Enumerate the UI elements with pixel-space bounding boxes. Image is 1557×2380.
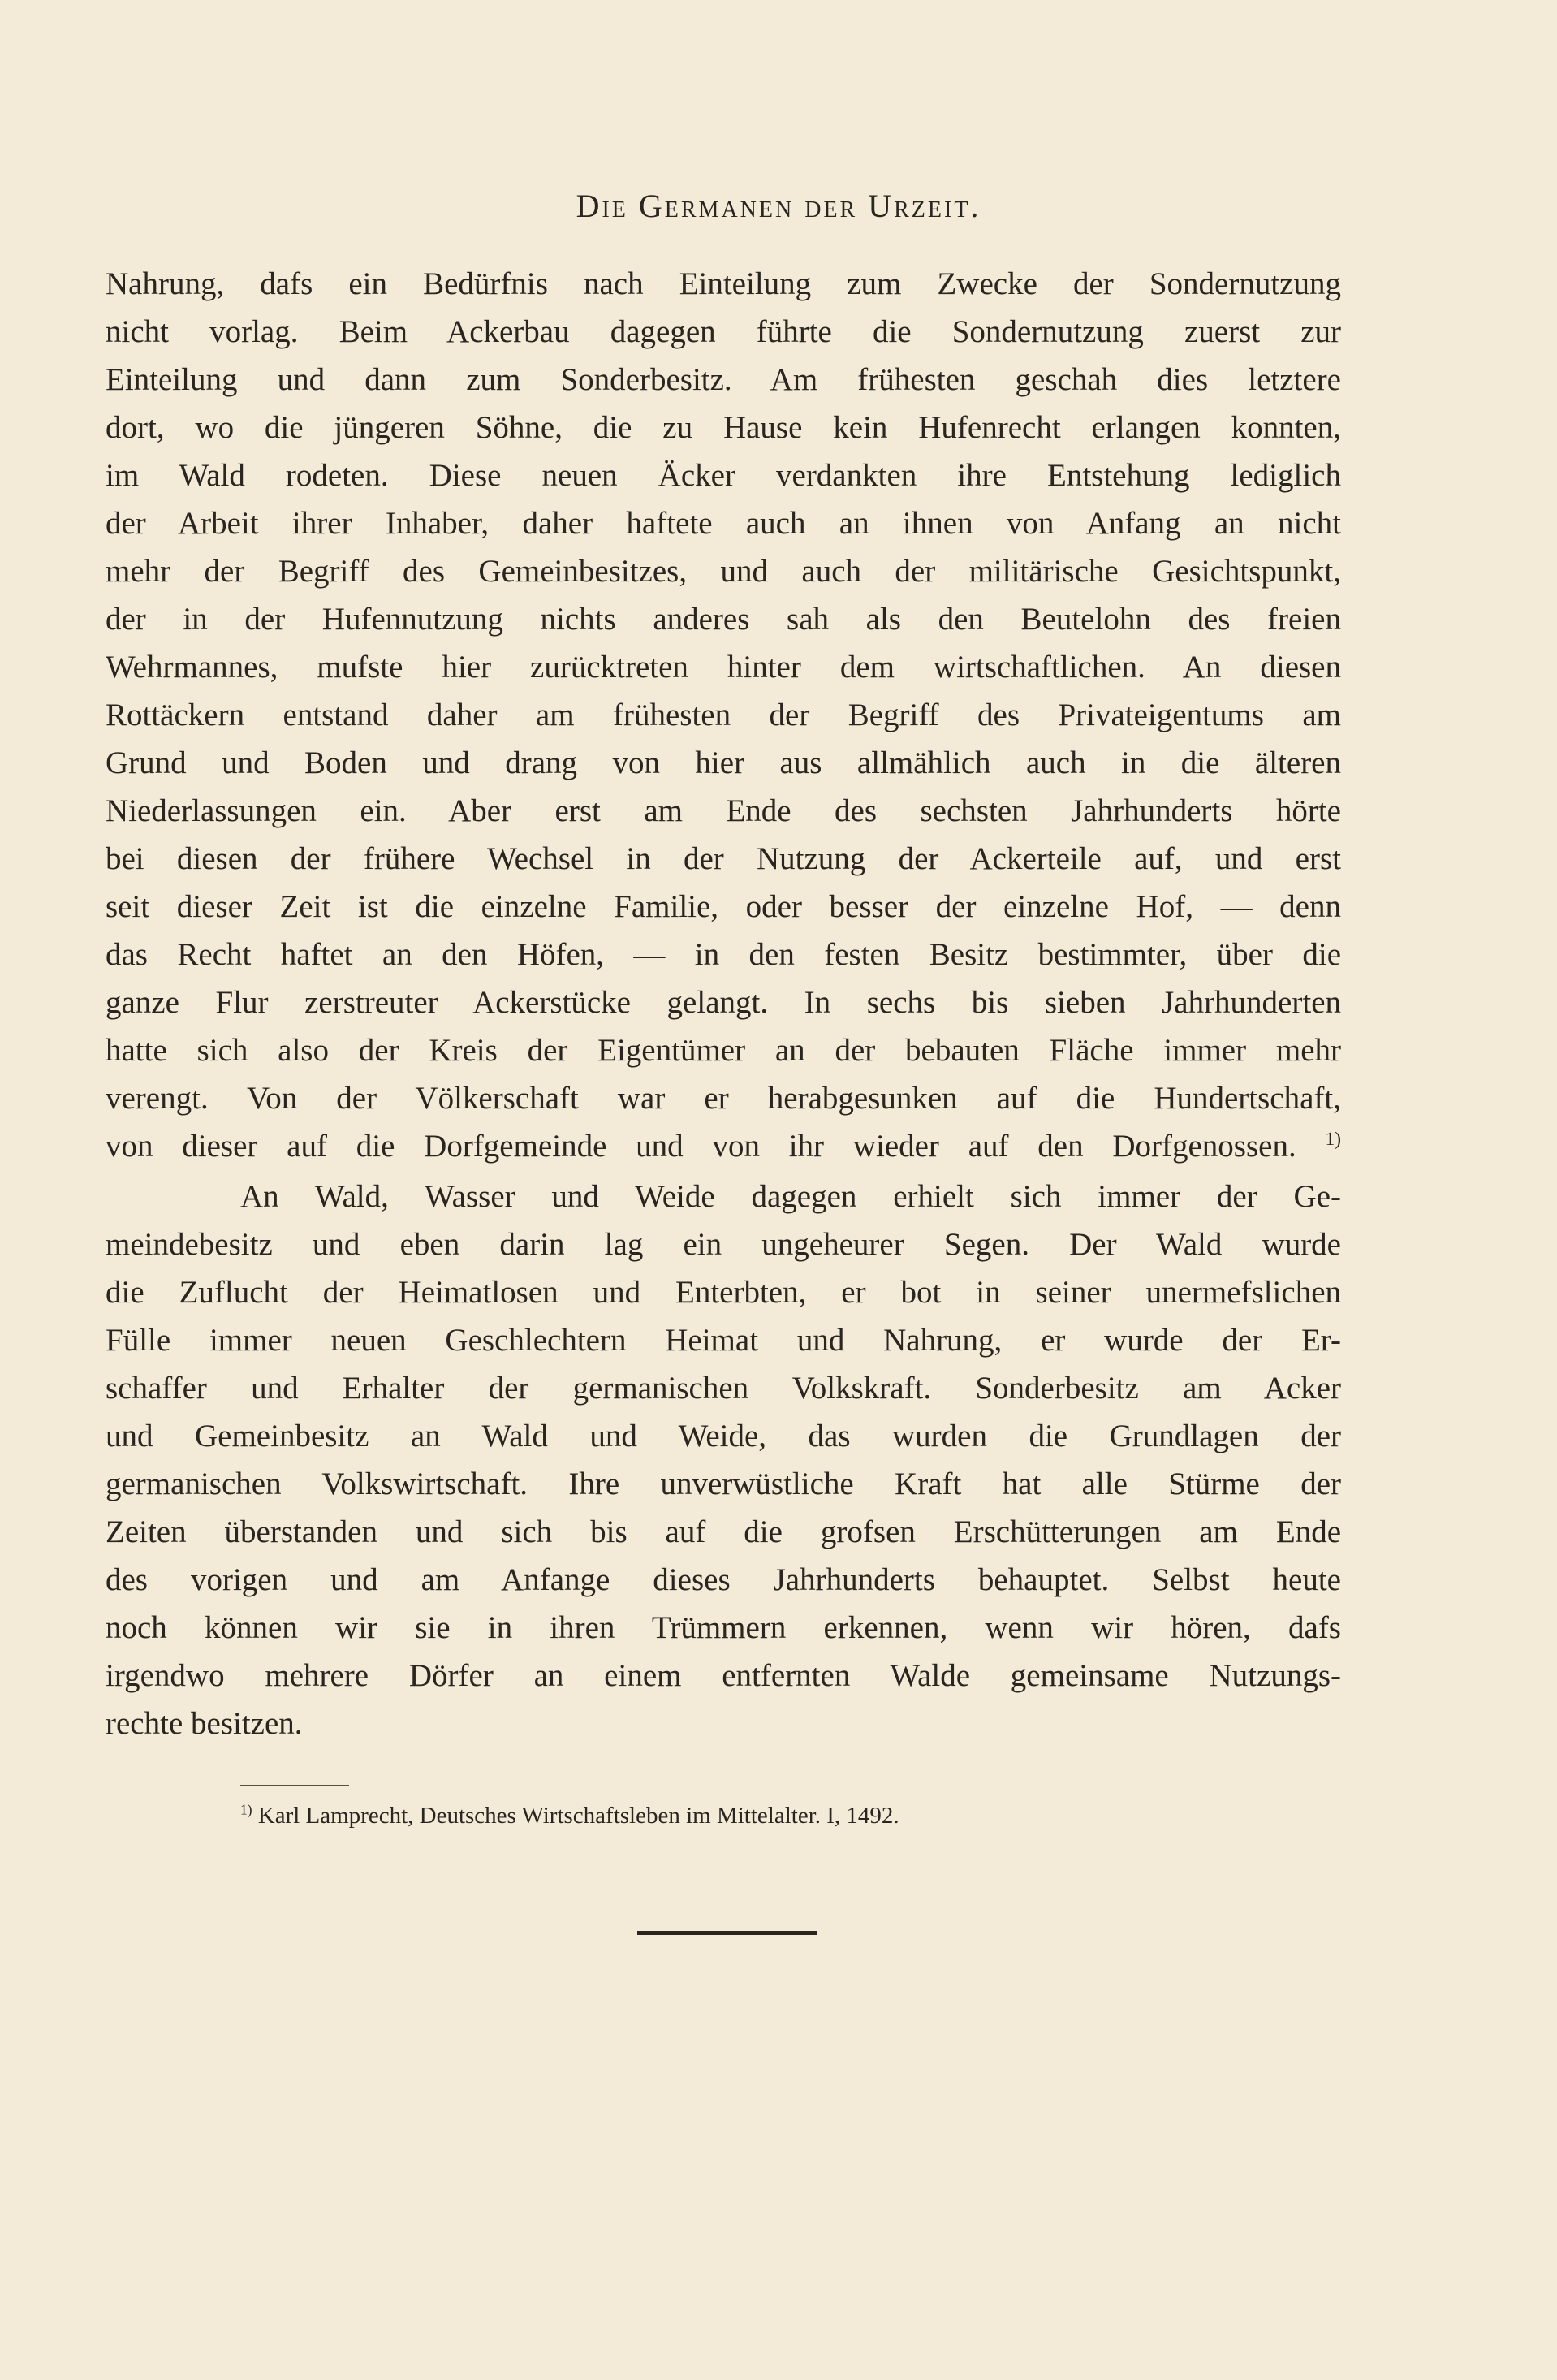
text-line: das Recht haftet an den Höfen, — in den festen Besitz bestimmter, über die <box>106 937 1341 972</box>
text-line: meindebesitz und eben darin lag ein ungeheurer Segen. Der Wald wurde <box>106 1227 1341 1262</box>
text-line: Grund und Boden und drang von hier aus allmählich auch in die älteren <box>106 745 1341 780</box>
text-line: dort, wo die jüngeren Söhne, die zu Hause kein Hufenrecht erlangen konnten, <box>106 410 1341 445</box>
text-line: seit dieser Zeit ist die einzelne Familie, oder besser der einzelne Hof, — denn <box>106 889 1341 924</box>
text-line: der in der Hufennutzung nichts anderes sah als den Beutelohn des freien <box>106 602 1341 637</box>
end-rule <box>637 1931 817 1935</box>
text-line: des vorigen und am Anfange dieses Jahrhunderts behauptet. Selbst heute <box>106 1562 1341 1597</box>
text-line: nicht vorlag. Beim Ackerbau dagegen führte die Sondernutzung zuerst zur <box>106 314 1341 349</box>
paragraph-1 <box>106 260 1341 1170</box>
text-line-with-footnote-ref <box>106 1122 1341 1170</box>
text-line: irgendwo mehrere Dörfer an einem entfernten Walde gemeinsame Nutzungs- <box>106 1658 1341 1693</box>
text-line: im Wald rodeten. Diese neuen Äcker verdankten ihre Entstehung lediglich <box>106 458 1341 493</box>
footnote-marker: 1) <box>240 1801 252 1818</box>
text-line: Zeiten überstanden und sich bis auf die grofsen Erschütterungen am Ende <box>106 1514 1341 1549</box>
text-line: Nahrung, dafs ein Bedürfnis nach Einteilung zum Zwecke der Sondernutzung <box>106 266 1341 301</box>
text-line: schaffer und Erhalter der germanischen Volkskraft. Sonderbesitz am Acker <box>106 1371 1341 1406</box>
text-line: und Gemeinbesitz an Wald und Weide, das wurden die Grundlagen der <box>106 1419 1341 1453</box>
text-line: Niederlassungen ein. Aber erst am Ende des sechsten Jahrhunderts hörte <box>106 793 1341 828</box>
text-line: Rottäckern entstand daher am frühesten der Begriff des Privateigentums am <box>106 698 1341 732</box>
text-line: mehr der Begriff des Gemeinbesitzes, und auch der militärische Gesichtspunkt, <box>106 554 1341 589</box>
text-line: ganze Flur zerstreuter Ackerstücke gelangt. In sechs bis sieben Jahrhunderten <box>106 985 1341 1020</box>
text-line: die Zuflucht der Heimatlosen und Enterbten, er bot in seiner unermefslichen <box>106 1275 1341 1310</box>
text-line: hatte sich also der Kreis der Eigentümer an der bebauten Fläche immer mehr <box>106 1033 1341 1068</box>
text-line: noch können wir sie in ihren Trümmern erkennen, wenn wir hören, dafs <box>106 1610 1341 1645</box>
footnote-divider <box>240 1785 349 1786</box>
paragraph-2 <box>106 1173 1341 1747</box>
text-line: rechte besitzen. <box>106 1706 303 1741</box>
footnote-text: Karl Lamprecht, Deutsches Wirtschaftsleben im Mittelalter. I, 1492. <box>257 1803 899 1829</box>
text-line: verengt. Von der Völkerschaft war er herabgesunken auf die Hundertschaft, <box>106 1081 1341 1116</box>
text-line: Einteilung und dann zum Sonderbesitz. Am frühesten geschah dies letztere <box>106 362 1341 397</box>
footnote-reference: 1) <box>1325 1129 1341 1150</box>
text-line-content: von dieser auf die Dorfgemeinde und von ihr wieder auf den Dorfgenossen. <box>106 1129 1296 1164</box>
text-line: der Arbeit ihrer Inhaber, daher haftete auch an ihnen von Anfang an nicht <box>106 506 1341 541</box>
running-title: Die Germanen der Urzeit. <box>576 188 981 224</box>
text-line: An Wald, Wasser und Weide dagegen erhielt sich immer der Ge- <box>240 1179 1341 1214</box>
text-line: germanischen Volkswirtschaft. Ihre unverwüstliche Kraft hat alle Stürme der <box>106 1466 1341 1501</box>
text-line: bei diesen der frühere Wechsel in der Nutzung der Ackerteile auf, und erst <box>106 841 1341 876</box>
footnote <box>240 1799 899 1832</box>
text-line: Fülle immer neuen Geschlechtern Heimat und Nahrung, er wurde der Er- <box>106 1323 1341 1358</box>
text-line: Wehrmannes, mufste hier zurücktreten hinter dem wirtschaftlichen. An diesen <box>106 650 1341 685</box>
